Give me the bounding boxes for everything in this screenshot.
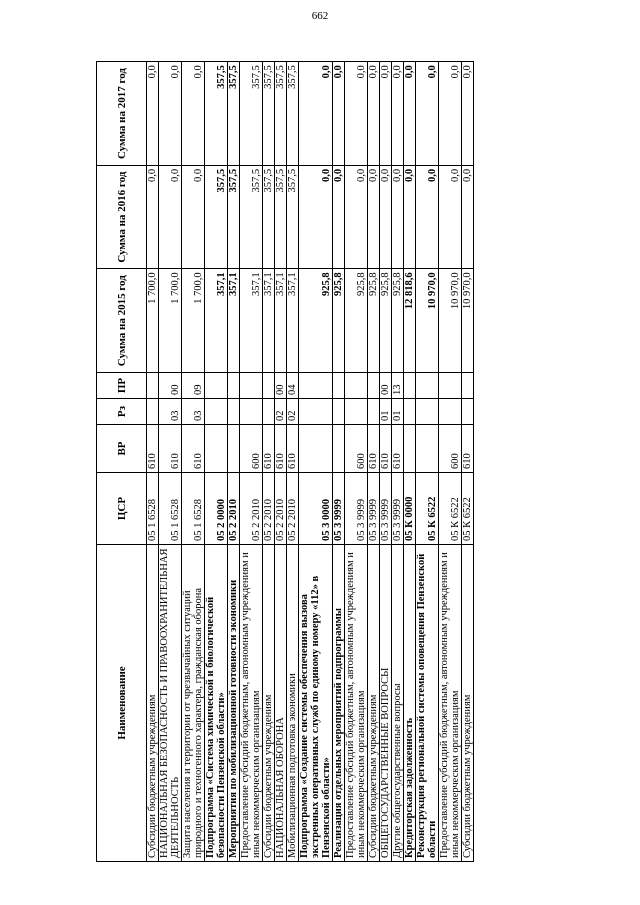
header-name: Наименование: [97, 545, 147, 862]
cell-vr: 610: [147, 425, 159, 473]
cell-pr: [368, 373, 380, 399]
cell-rz: [299, 399, 333, 425]
header-sum-2015: Сумма на 2015 год: [97, 269, 147, 373]
cell-sum-2016: 0,0: [462, 165, 474, 269]
cell-sum-2015: 10 970,0: [416, 269, 439, 373]
cell-sum-2016: 357,5: [228, 165, 240, 269]
header-sum-2017: Сумма на 2017 год: [97, 62, 147, 166]
cell-name: Мероприятия по мобилизационной готовности экономики: [228, 545, 240, 862]
table-row: [159, 62, 182, 862]
cell-sum-2017: 0,0: [439, 62, 462, 166]
cell-vr: 610: [275, 425, 287, 473]
cell-sum-2017: 0,0: [416, 62, 439, 166]
cell-csr: 05 2 0000: [205, 473, 228, 545]
cell-vr: 610: [159, 425, 182, 473]
cell-sum-2015: 1 700,0: [147, 269, 159, 373]
cell-pr: [228, 373, 240, 399]
header-sum-2016: Сумма на 2016 год: [97, 165, 147, 269]
cell-vr: 610: [368, 425, 380, 473]
cell-name: Защита населения и территории от чрезвычайных ситуаций природного и техногенного характера, гражданская оборона: [182, 545, 205, 862]
cell-csr: 05 К 6522: [462, 473, 474, 545]
cell-sum-2015: 357,1: [287, 269, 299, 373]
cell-rz: 01: [380, 399, 392, 425]
cell-rz: [228, 399, 240, 425]
cell-sum-2016: 0,0: [147, 165, 159, 269]
cell-sum-2016: 357,5: [263, 165, 275, 269]
cell-name: Субсидии бюджетным учреждениям: [147, 545, 159, 862]
cell-vr: [228, 425, 240, 473]
cell-sum-2017: 0,0: [147, 62, 159, 166]
cell-rz: [263, 399, 275, 425]
table-row: [182, 62, 205, 862]
cell-sum-2017: 357,5: [205, 62, 228, 166]
cell-name: Реализация отдельных мероприятий подпрограммы: [333, 545, 345, 862]
cell-csr: 05 2 2010: [287, 473, 299, 545]
cell-sum-2015: 357,1: [228, 269, 240, 373]
table-row: [462, 62, 474, 862]
cell-rz: 03: [159, 399, 182, 425]
cell-rz: [147, 399, 159, 425]
cell-sum-2015: 925,8: [345, 269, 368, 373]
cell-sum-2016: 0,0: [392, 165, 404, 269]
cell-rz: 02: [275, 399, 287, 425]
cell-pr: 13: [392, 373, 404, 399]
cell-name: Предоставление субсидий бюджетным, автономным учреждениям и иным некоммерческим организациям: [240, 545, 263, 862]
cell-rz: [439, 399, 462, 425]
cell-csr: 05 3 9999: [380, 473, 392, 545]
cell-rz: 03: [182, 399, 205, 425]
cell-sum-2016: 0,0: [299, 165, 333, 269]
cell-sum-2015: 925,8: [299, 269, 333, 373]
header-vr: ВР: [97, 425, 147, 473]
cell-sum-2017: 0,0: [333, 62, 345, 166]
table-row: [404, 62, 416, 862]
cell-vr: 600: [345, 425, 368, 473]
cell-sum-2016: 0,0: [380, 165, 392, 269]
cell-vr: [333, 425, 345, 473]
cell-name: Мобилизационная подготовка экономики: [287, 545, 299, 862]
cell-name: Подпрограмма «Система химической и биологической безопасности Пензенской области»: [205, 545, 228, 862]
cell-name: НАЦИОНАЛЬНАЯ ОБОРОНА: [275, 545, 287, 862]
cell-csr: 05 1 6528: [147, 473, 159, 545]
cell-sum-2016: 0,0: [159, 165, 182, 269]
cell-name: НАЦИОНАЛЬНАЯ БЕЗОПАСНОСТЬ И ПРАВООХРАНИТЕЛЬНАЯ ДЕЯТЕЛЬНОСТЬ: [159, 545, 182, 862]
cell-sum-2016: 0,0: [416, 165, 439, 269]
cell-sum-2016: 357,5: [275, 165, 287, 269]
table-row: [439, 62, 462, 862]
cell-sum-2015: 10 970,0: [439, 269, 462, 373]
cell-vr: [205, 425, 228, 473]
cell-sum-2017: 0,0: [345, 62, 368, 166]
cell-csr: 05 К 6522: [439, 473, 462, 545]
cell-pr: [416, 373, 439, 399]
cell-name: Предоставление субсидий бюджетным, автономным учреждениям и иным некоммерческим организациям: [345, 545, 368, 862]
cell-vr: 610: [263, 425, 275, 473]
cell-sum-2015: 357,1: [205, 269, 228, 373]
cell-pr: [240, 373, 263, 399]
cell-csr: 05 1 6528: [182, 473, 205, 545]
table-row: [240, 62, 263, 862]
cell-rz: [345, 399, 368, 425]
cell-sum-2015: 12 818,6: [404, 269, 416, 373]
cell-vr: 610: [380, 425, 392, 473]
table-row: [368, 62, 380, 862]
budget-table-sheet: [96, 62, 626, 862]
cell-pr: 00: [275, 373, 287, 399]
cell-sum-2017: 0,0: [182, 62, 205, 166]
table-row: [392, 62, 404, 862]
cell-csr: 05 3 9999: [333, 473, 345, 545]
cell-csr: 05 2 2010: [263, 473, 275, 545]
table-row: [287, 62, 299, 862]
cell-sum-2015: 925,8: [368, 269, 380, 373]
table-body: [147, 62, 474, 862]
table-row: [205, 62, 228, 862]
cell-pr: 00: [159, 373, 182, 399]
cell-rz: 01: [392, 399, 404, 425]
cell-csr: 05 2 2010: [228, 473, 240, 545]
cell-sum-2016: 0,0: [439, 165, 462, 269]
cell-vr: 600: [240, 425, 263, 473]
cell-sum-2015: 925,8: [392, 269, 404, 373]
cell-pr: [404, 373, 416, 399]
table-row: [147, 62, 159, 862]
cell-name: Подпрограмма «Создание системы обеспечения вызова экстренных оперативных служб по единому номеру «112» в Пензенской области»: [299, 545, 333, 862]
cell-pr: [333, 373, 345, 399]
cell-sum-2016: 0,0: [368, 165, 380, 269]
cell-name: Предоставление субсидий бюджетным, автономным учреждениям и иным некоммерческим организациям: [439, 545, 462, 862]
cell-name: Реконструкция региональной системы оповещения Пензенской области: [416, 545, 439, 862]
header-pr: ПР: [97, 373, 147, 399]
cell-csr: 05 К 0000: [404, 473, 416, 545]
table-row: [299, 62, 333, 862]
cell-rz: [205, 399, 228, 425]
cell-sum-2015: 357,1: [240, 269, 263, 373]
cell-sum-2017: 0,0: [380, 62, 392, 166]
cell-sum-2015: 357,1: [263, 269, 275, 373]
cell-sum-2017: 357,5: [287, 62, 299, 166]
cell-sum-2016: 357,5: [205, 165, 228, 269]
table-row: [345, 62, 368, 862]
cell-sum-2016: 357,5: [240, 165, 263, 269]
cell-sum-2015: 1 700,0: [182, 269, 205, 373]
cell-csr: 05 2 2010: [240, 473, 263, 545]
cell-csr: 05 3 9999: [392, 473, 404, 545]
cell-pr: [299, 373, 333, 399]
cell-rz: [368, 399, 380, 425]
cell-vr: 600: [439, 425, 462, 473]
cell-sum-2017: 357,5: [240, 62, 263, 166]
cell-pr: [439, 373, 462, 399]
cell-sum-2015: 10 970,0: [462, 269, 474, 373]
cell-vr: 610: [182, 425, 205, 473]
table-row: [263, 62, 275, 862]
cell-csr: 05 3 9999: [368, 473, 380, 545]
cell-sum-2016: 0,0: [333, 165, 345, 269]
table-row: [333, 62, 345, 862]
cell-pr: 04: [287, 373, 299, 399]
cell-sum-2017: 357,5: [275, 62, 287, 166]
table-header-row: [97, 62, 147, 862]
cell-sum-2016: 0,0: [345, 165, 368, 269]
cell-pr: 00: [380, 373, 392, 399]
cell-sum-2016: 0,0: [404, 165, 416, 269]
table-row: [416, 62, 439, 862]
cell-name: Субсидии бюджетным учреждениям: [368, 545, 380, 862]
cell-name: ОБЩЕГОСУДАРСТВЕННЫЕ ВОПРОСЫ: [380, 545, 392, 862]
cell-pr: [263, 373, 275, 399]
cell-pr: [462, 373, 474, 399]
cell-sum-2015: 357,1: [275, 269, 287, 373]
cell-pr: [205, 373, 228, 399]
cell-name: Субсидии бюджетным учреждениям: [462, 545, 474, 862]
cell-sum-2016: 357,5: [287, 165, 299, 269]
budget-table: [96, 61, 474, 862]
table-row: [275, 62, 287, 862]
cell-pr: 09: [182, 373, 205, 399]
cell-pr: [345, 373, 368, 399]
cell-vr: [404, 425, 416, 473]
cell-sum-2015: 925,8: [333, 269, 345, 373]
cell-sum-2017: 357,5: [228, 62, 240, 166]
cell-rz: 02: [287, 399, 299, 425]
page-number: 662: [311, 10, 329, 22]
cell-sum-2016: 0,0: [182, 165, 205, 269]
cell-rz: [333, 399, 345, 425]
header-csr: ЦСР: [97, 473, 147, 545]
cell-sum-2017: 0,0: [159, 62, 182, 166]
cell-csr: 05 К 6522: [416, 473, 439, 545]
cell-csr: 05 3 9999: [345, 473, 368, 545]
cell-csr: 05 2 2010: [275, 473, 287, 545]
cell-pr: [147, 373, 159, 399]
cell-name: Кредиторская задолженность: [404, 545, 416, 862]
cell-vr: [299, 425, 333, 473]
cell-sum-2017: 357,5: [263, 62, 275, 166]
cell-rz: [240, 399, 263, 425]
table-row: [380, 62, 392, 862]
table-row: [228, 62, 240, 862]
cell-vr: 610: [287, 425, 299, 473]
cell-vr: 610: [462, 425, 474, 473]
cell-sum-2017: 0,0: [404, 62, 416, 166]
cell-rz: [404, 399, 416, 425]
cell-sum-2015: 925,8: [380, 269, 392, 373]
cell-name: Другие общегосударственные вопросы: [392, 545, 404, 862]
cell-sum-2017: 0,0: [462, 62, 474, 166]
cell-vr: [416, 425, 439, 473]
cell-vr: 610: [392, 425, 404, 473]
cell-rz: [416, 399, 439, 425]
cell-sum-2015: 1 700,0: [159, 269, 182, 373]
cell-sum-2017: 0,0: [392, 62, 404, 166]
cell-sum-2017: 0,0: [368, 62, 380, 166]
cell-sum-2017: 0,0: [299, 62, 333, 166]
cell-name: Субсидии бюджетным учреждениям: [263, 545, 275, 862]
cell-csr: 05 3 0000: [299, 473, 333, 545]
header-rz: Рз: [97, 399, 147, 425]
cell-csr: 05 1 6528: [159, 473, 182, 545]
cell-rz: [462, 399, 474, 425]
